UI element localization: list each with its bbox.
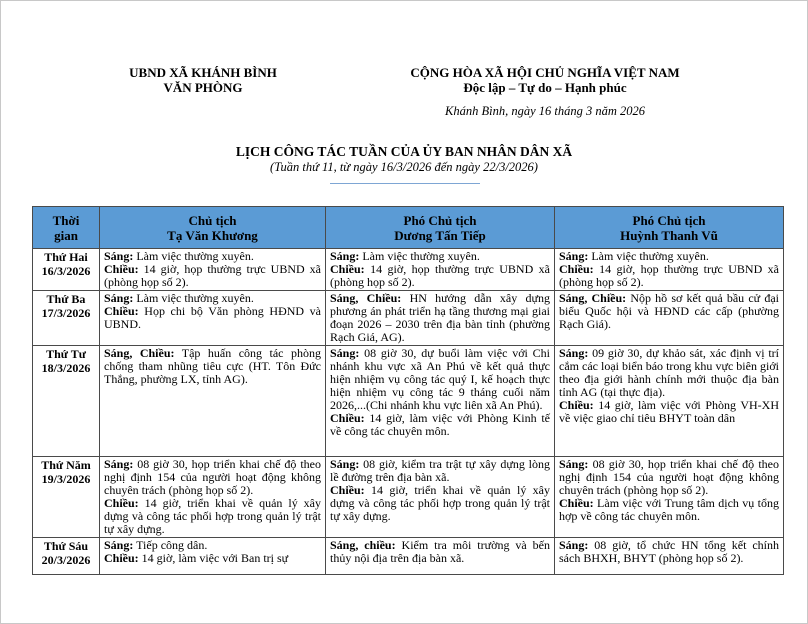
schedule-cell: Sáng: 08 giờ, tổ chức HN tổng kết chính sách BHXH, BHYT (phòng họp số 2). (555, 538, 784, 575)
schedule-cell: Sáng: 09 giờ 30, dự khảo sát, xác định vị trí cắm các loại biển báo trong khu vực biên giới theo địa giới hành chính mới thuộc địa bàn tỉnh AG (tại thực địa). Chiều: 14 giờ, làm việc với Phòng VH-XH về việc giao chỉ tiêu BHYT toàn dân (555, 346, 784, 457)
nation-block (380, 65, 710, 95)
schedule-cell: Sáng, Chiều: HN hướng dẫn xây dựng phương án phát triển hạ tầng thương mại giai đoạn 2026 – 2030 trên địa bàn tỉnh (phường Rạch Giá, AG). (326, 291, 555, 346)
schedule-cell: Sáng, chiều: Kiểm tra môi trường và bến thủy nội địa trên địa bàn xã. (326, 538, 555, 575)
table-header-row (33, 207, 784, 249)
schedule-cell: Sáng: 08 giờ, kiểm tra trật tự xây dựng lòng lề đường trên địa bàn xã. Chiều: 14 giờ, triển khai về quản lý xây dựng và công tác phối hợp trong quản lý trật tự xây dựng. (326, 457, 555, 538)
header-chairman: Chủ tịch Tạ Văn Khương (100, 207, 326, 249)
schedule-cell: Sáng, Chiều: Nộp hồ sơ kết quả bầu cử đại biểu Quốc hội và HĐND các cấp (phường Rạch Giá). (555, 291, 784, 346)
header-time: Thời gian (33, 207, 100, 249)
agency-name: UBND XÃ KHÁNH BÌNH (129, 65, 277, 80)
day-cell: Thứ Năm 19/3/2026 (33, 457, 100, 538)
agency-block (118, 65, 288, 95)
table-row (33, 249, 784, 291)
table-row (33, 457, 784, 538)
schedule-cell: Sáng: 08 giờ 30, dự buổi làm việc với Chi nhánh khu vực xã An Phú về kết quả thực hiện nhiệm vụ công tác quý I, kế hoạch thực hiện nhiệm vụ công tác 9 tháng cuối năm 2026,...(Chi nhánh khu vực liên xã An Phú). Chiều: 14 giờ, làm việc với Phòng Kinh tế về công tác chuyên môn. (326, 346, 555, 457)
schedule-cell: Sáng: Làm việc thường xuyên. Chiều: 14 giờ, họp thường trực UBND xã (phòng họp số 2). (555, 249, 784, 291)
day-cell: Thứ Tư 18/3/2026 (33, 346, 100, 457)
schedule-table (32, 206, 784, 575)
day-cell: Thứ Sáu 20/3/2026 (33, 538, 100, 575)
schedule-cell: Sáng, Chiều: Tập huấn công tác phòng chống tham nhũng tiêu cực (HT. Tôn Đức Thắng, phường LX, tỉnh AG). (100, 346, 326, 457)
day-cell: Thứ Ba 17/3/2026 (33, 291, 100, 346)
table-row (33, 291, 784, 346)
schedule-cell: Sáng: Tiếp công dân. Chiều: 14 giờ, làm việc với Ban trị sự (100, 538, 326, 575)
schedule-cell: Sáng: Làm việc thường xuyên. Chiều: 14 giờ, họp thường trực UBND xã (phòng họp số 2). (100, 249, 326, 291)
schedule-cell: Sáng: Làm việc thường xuyên. Chiều: Họp chi bộ Văn phòng HĐND và UBND. (100, 291, 326, 346)
table-row (33, 538, 784, 575)
nation-motto: Độc lập – Tự do – Hạnh phúc (463, 80, 627, 95)
dateline: Khánh Bình, ngày 16 tháng 3 năm 2026 (445, 104, 645, 118)
schedule-cell: Sáng: Làm việc thường xuyên. Chiều: 14 giờ, họp thường trực UBND xã (phòng họp số 2). (326, 249, 555, 291)
document-subtitle: (Tuần thứ 11, từ ngày 16/3/2026 đến ngày 22/3/2026) (270, 160, 538, 174)
day-cell: Thứ Hai 16/3/2026 (33, 249, 100, 291)
agency-office: VĂN PHÒNG (163, 80, 243, 95)
header-vice-chairman-1: Phó Chủ tịch Dương Tấn Tiếp (326, 207, 555, 249)
schedule-cell: Sáng: 08 giờ 30, họp triển khai chế độ theo nghị định 154 của người hoạt động không chuyên trách (phòng họp số 2). Chiều: 14 giờ, triển khai về quản lý xây dựng và công tác phối hợp trong quản lý trật tự xây dựng. (100, 457, 326, 538)
schedule-cell: Sáng: 08 giờ 30, họp triển khai chế độ theo nghị định 154 của người hoạt động không chuyên trách (phòng họp số 2). Chiều: Làm việc với Trung tâm dịch vụ tổng hợp về công tác chuyên môn. (555, 457, 784, 538)
document-title: LỊCH CÔNG TÁC TUẦN CỦA ỦY BAN NHÂN DÂN XÃ (235, 144, 573, 159)
table-row (33, 346, 784, 457)
header-vice-chairman-2: Phó Chủ tịch Huỳnh Thanh Vũ (555, 207, 784, 249)
title-divider (330, 183, 480, 184)
nation-name: CỘNG HÒA XÃ HỘI CHỦ NGHĨA VIỆT NAM (410, 65, 680, 80)
